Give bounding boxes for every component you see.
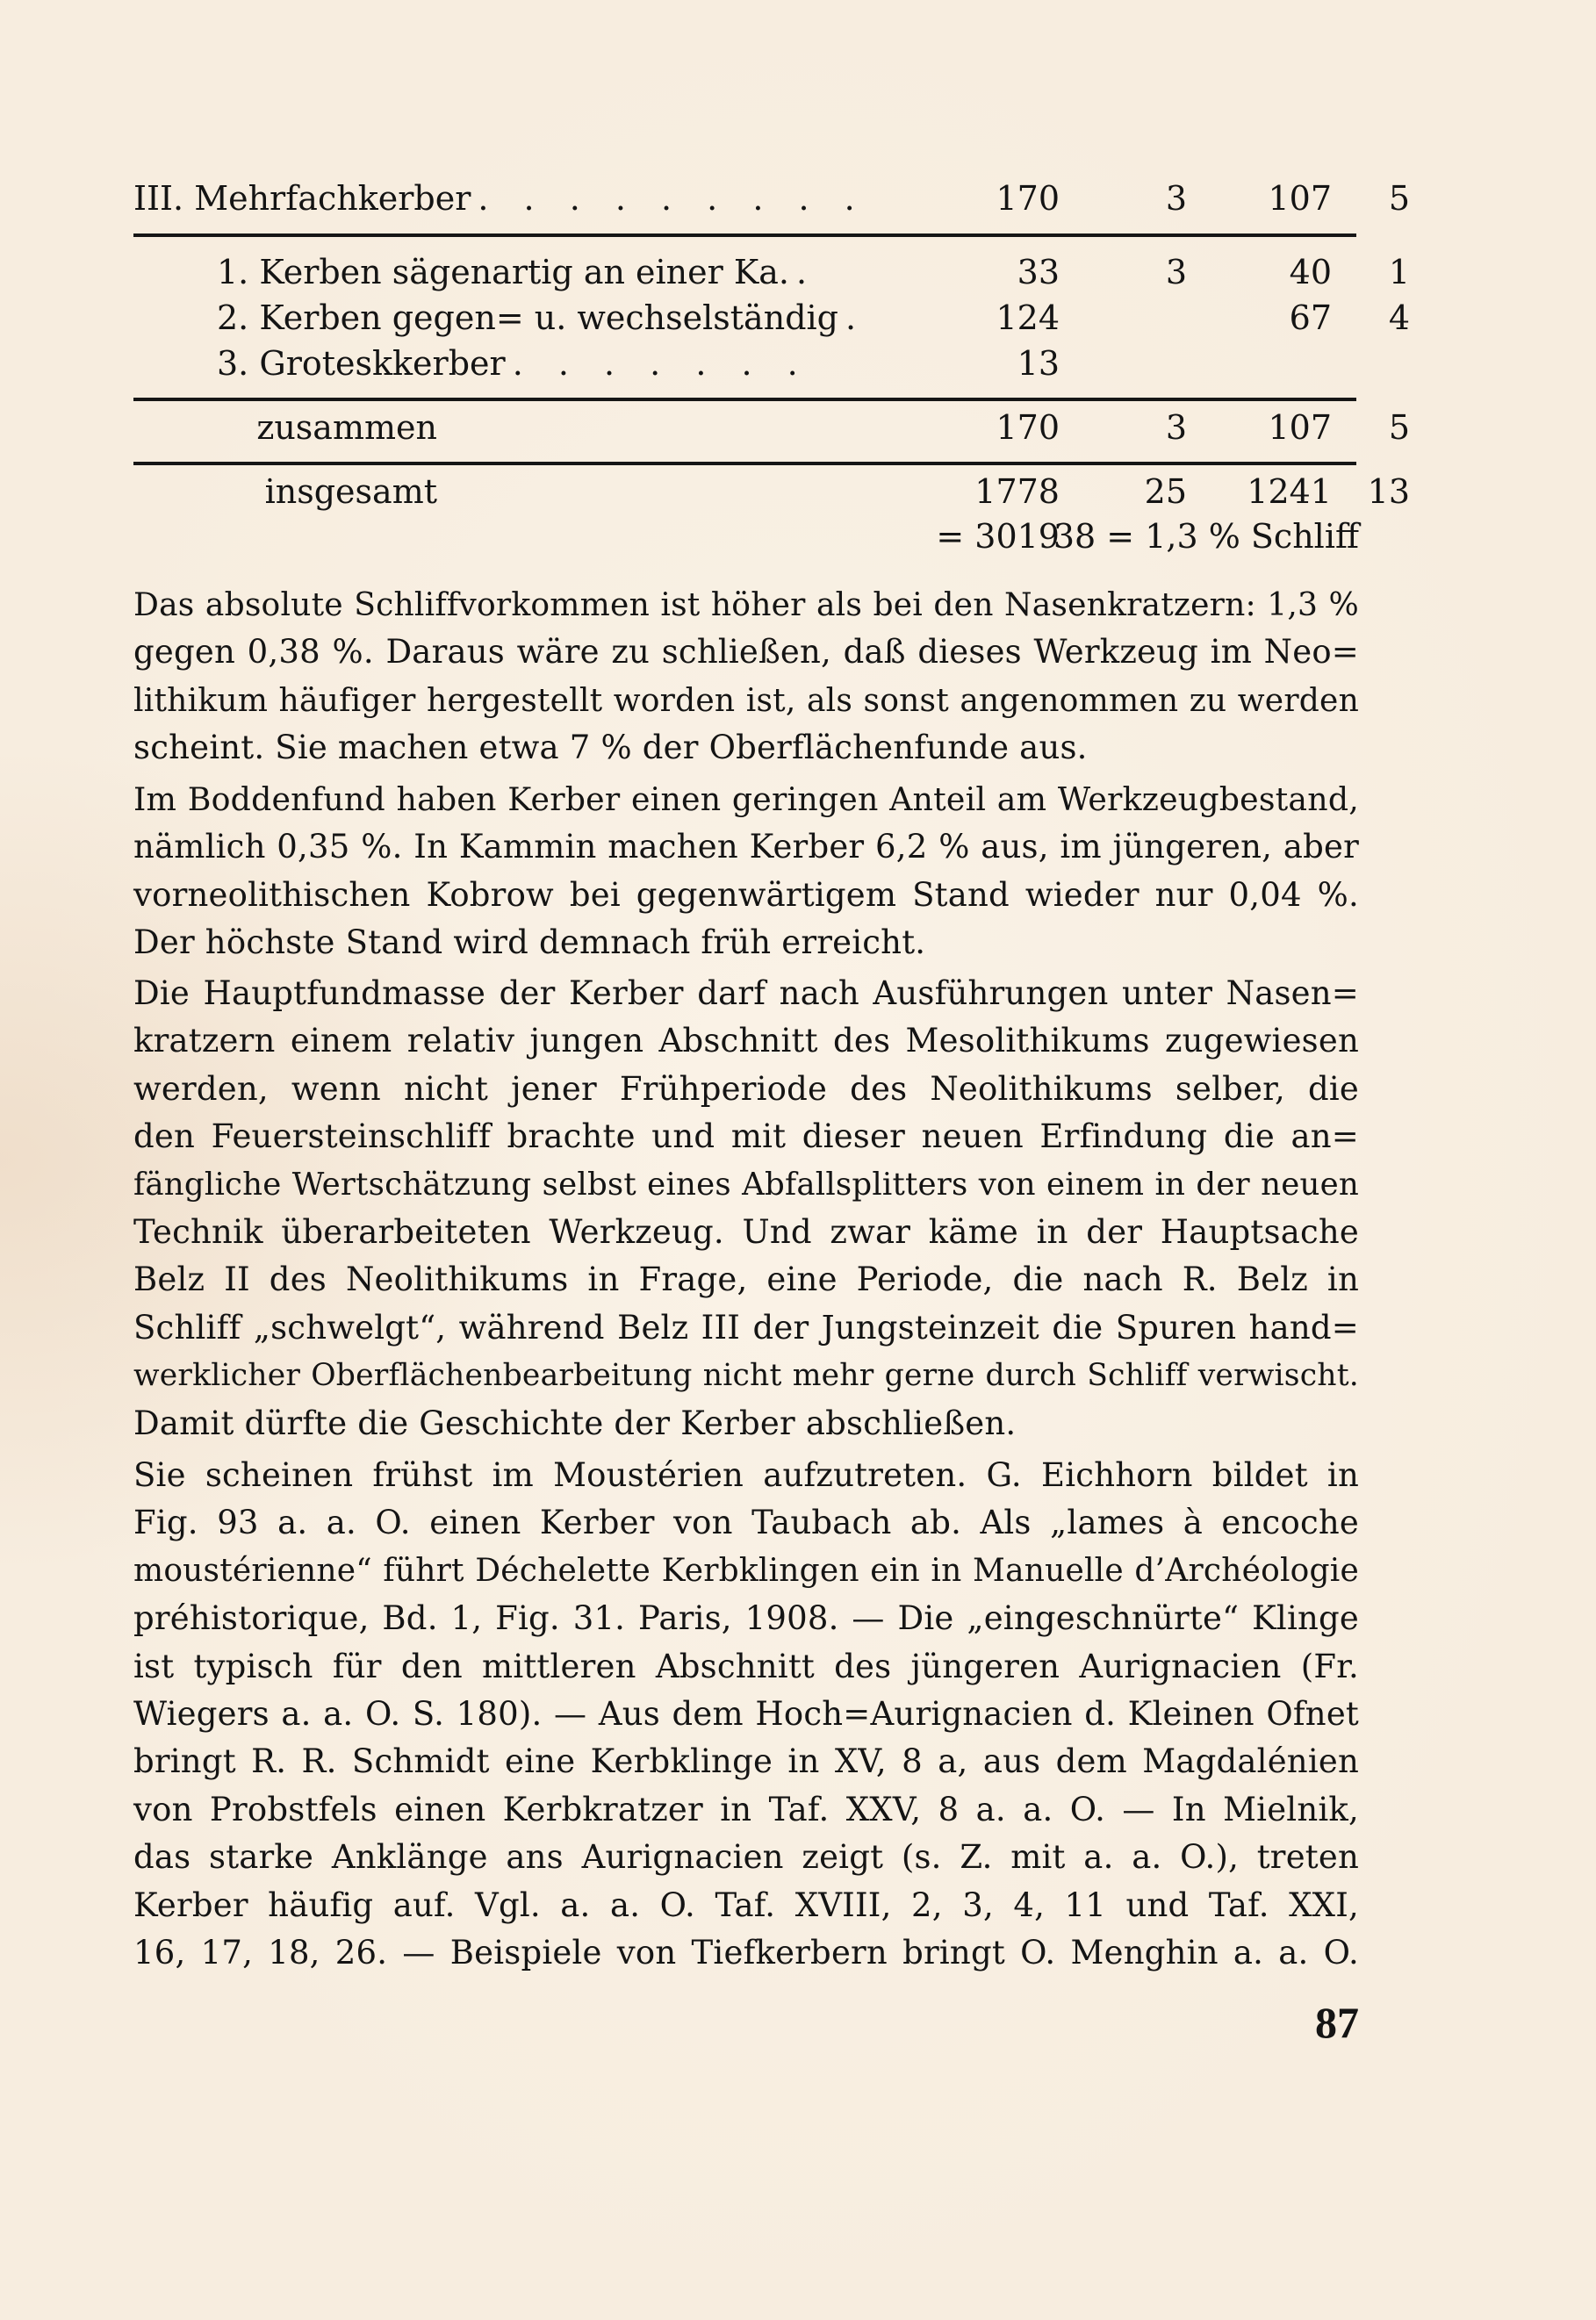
text-line: vorneolithischen Kobrow bei gegenwärtigem Stand wieder nur 0,04 %. [133, 875, 1359, 914]
text-line: nämlich 0,35 %. In Kammin machen Kerber 6,2 % aus, im jüngeren, aber [133, 828, 1359, 866]
table-row [133, 341, 1359, 386]
text-line: Belz II des Neolithikums in Frage, eine Periode, die nach R. Belz in [133, 1261, 1359, 1299]
text-line: scheint. Sie machen etwa 7 % der Oberflächenfunde aus. [133, 729, 1088, 767]
cell-col1: 170 [996, 408, 1060, 447]
table-row [133, 295, 1410, 341]
summary-polished-share: 38 = 1,3 % Schliff [1053, 517, 1359, 556]
cell-col4: 1 [1388, 253, 1410, 291]
cell-col1: 13 [1017, 344, 1060, 383]
cell-col1: 1778 [974, 472, 1060, 511]
cell-col3: 107 [1268, 179, 1332, 218]
text-line: moustérienne“ führt Déchelette Kerbklingen ein in Manuelle d’Archéologie [133, 1552, 1359, 1589]
table-row [133, 249, 1410, 295]
cell-col3: 40 [1289, 253, 1332, 291]
page-number: 87 [1315, 1998, 1359, 2047]
text-line: Die Hauptfundmasse der Kerber darf nach Ausführungen unter Nasen= [133, 974, 1359, 1012]
row-label: insgesamt [264, 472, 437, 511]
cell-col3: 67 [1289, 298, 1332, 337]
text-line: werklicher Oberflächenbearbeitung nicht mehr gerne durch Schliff verwischt. [133, 1358, 1359, 1394]
paragraph [133, 776, 1359, 967]
text-line: ist typisch für den mittleren Abschnitt des jüngeren Aurignacien (Fr. [133, 1647, 1359, 1685]
cell-col3: 107 [1268, 408, 1332, 447]
text-line: den Feuersteinschliff brachte und mit dieser neuen Erfindung die an= [133, 1117, 1359, 1156]
cell-col4: 5 [1388, 179, 1410, 218]
text-line: Damit dürfte die Geschichte der Kerber abschließen. [133, 1404, 1017, 1442]
text-line: Kerber häufig auf. Vgl. a. a. O. Taf. XVIII, 2, 3, 4, 11 und Taf. XXI, [133, 1885, 1359, 1924]
text-line: Der höchste Stand wird demnach früh erreicht. [133, 923, 926, 962]
text-line: kratzern einem relativ jungen Abschnitt des Mesolithikums zugewiesen [133, 1022, 1359, 1060]
text-line: Fig. 93 a. a. O. einen Kerber von Taubach ab. Als „lames à encoche [133, 1504, 1359, 1542]
summary-total: = 3019 [936, 517, 1060, 556]
text-line: bringt R. R. Schmidt eine Kerbklinge in XV, 8 a, aus dem Magdalénien [133, 1742, 1359, 1781]
table-rule [133, 462, 1356, 465]
cell-col2: 3 [1165, 179, 1187, 218]
cell-col4: 13 [1367, 472, 1410, 511]
cell-col3: 1241 [1247, 472, 1332, 511]
cell-col4: 5 [1388, 408, 1410, 447]
text-line: Das absolute Schliffvorkommen ist höher als bei den Nasenkratzern: 1,3 % [133, 586, 1359, 623]
table-rule [133, 233, 1356, 237]
row-label: zusammen [256, 408, 437, 447]
cell-col1: 124 [996, 298, 1060, 337]
cell-col2: 25 [1144, 472, 1187, 511]
cell-col2: 3 [1165, 408, 1187, 447]
text-line: das starke Anklänge ans Aurignacien zeigt (s. Z. mit a. a. O.), treten [133, 1838, 1359, 1877]
table-rule [133, 398, 1356, 401]
paragraph [133, 1452, 1359, 1977]
cell-col4: 4 [1388, 298, 1410, 337]
table-row-group [133, 176, 1410, 221]
text-line: von Probstfels einen Kerbkratzer in Taf. XXV, 8 a. a. O. — In Mielnik, [133, 1790, 1359, 1828]
text-line: Technik überarbeiteten Werkzeug. Und zwar käme in der Hauptsache [133, 1212, 1359, 1251]
text-line: Schliff „schwelgt“, während Belz III der Jungsteinzeit die Spuren hand= [133, 1308, 1359, 1347]
row-label: III. Mehrfachkerber . . . . . . . . . [133, 179, 867, 218]
paragraph [133, 970, 1359, 1447]
row-label: 1. Kerben sägenartig an einer Ka. . [217, 253, 820, 291]
table-row-subtotal [133, 405, 1410, 450]
row-label: 3. Groteskkerber . . . . . . . [217, 344, 810, 383]
paragraph [133, 581, 1359, 772]
table-row-total [133, 469, 1410, 514]
text-line: Sie scheinen frühst im Moustérien aufzutreten. G. Eichhorn bildet in [133, 1456, 1359, 1494]
text-line: gegen 0,38 %. Daraus wäre zu schließen, daß dieses Werkzeug im Neo= [133, 633, 1359, 672]
cell-col1: 170 [996, 179, 1060, 218]
row-label: 2. Kerben gegen= u. wechselständig . [217, 298, 869, 337]
table-row-summary [133, 514, 1359, 559]
cell-col1: 33 [1017, 253, 1060, 291]
text-line: werden, wenn nicht jener Frühperiode des Neolithikums selber, die [133, 1069, 1359, 1108]
text-line: préhistorique, Bd. 1, Fig. 31. Paris, 1908. — Die „eingeschnürte“ Klinge [133, 1599, 1359, 1638]
text-line: 16, 17, 18, 26. — Beispiele von Tiefkerbern bringt O. Menghin a. a. O. [133, 1933, 1359, 1972]
text-line: Wiegers a. a. O. S. 180). — Aus dem Hoch=Aurignacien d. Kleinen Ofnet [133, 1694, 1359, 1733]
text-line: Im Boddenfund haben Kerber einen geringen Anteil am Werkzeugbestand, [133, 780, 1359, 818]
cell-col2: 3 [1165, 253, 1187, 291]
text-line: fängliche Wertschätzung selbst eines Abfallsplitters von einem in der neuen [133, 1166, 1359, 1203]
text-line: lithikum häufiger hergestellt worden ist, als sonst angenommen zu werden [133, 681, 1359, 719]
